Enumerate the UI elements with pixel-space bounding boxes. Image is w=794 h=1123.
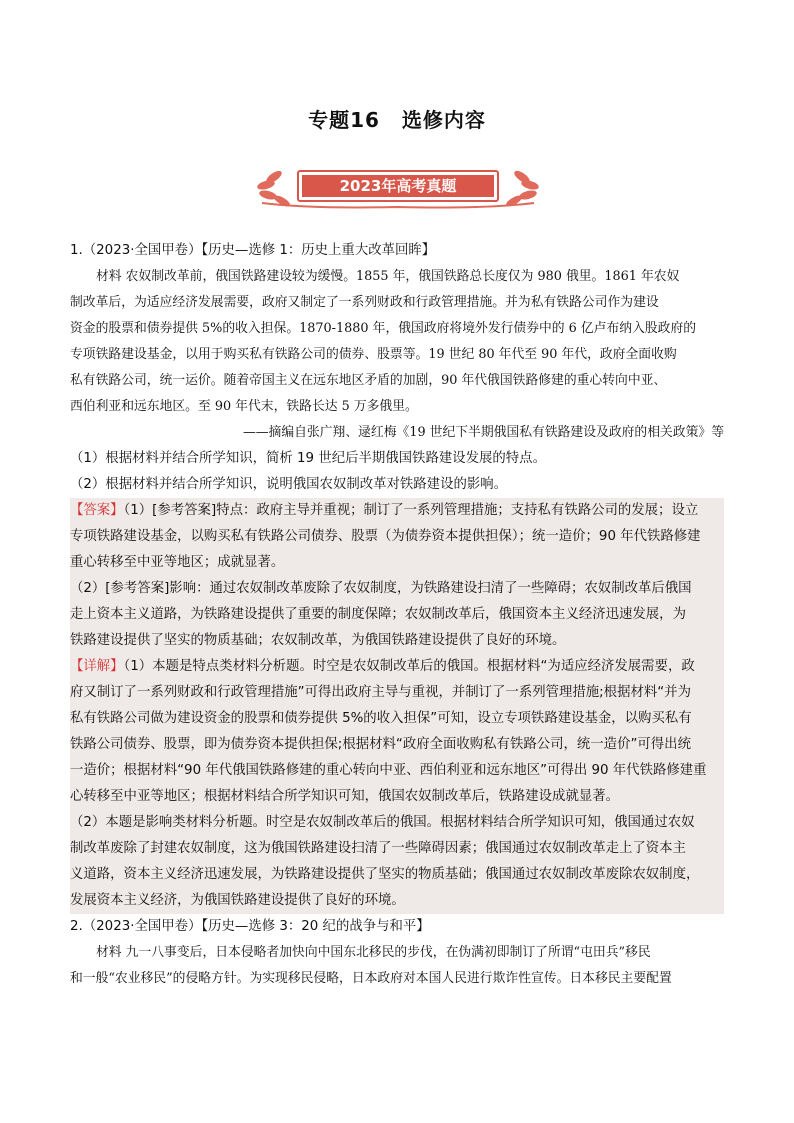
sub-question: （2）根据材料并结合所学知识，说明俄国农奴制改革对铁路建设的影响。 — [70, 477, 508, 492]
material-line: 制改革后，为适应经济发展需要，政府又制定了一系列财政和行政管理措施。并为私有铁路公司作为建设 — [70, 295, 659, 310]
detail-line: 发展资本主义经济，为俄国铁路建设提供了良好的环境。 — [70, 893, 405, 908]
question-2-header: 2.（2023·全国甲卷）【历史—选修 3：20 纪的战争与和平】 — [70, 919, 430, 934]
answer-line: 重心转移至中亚等地区；成就显著。 — [70, 555, 285, 570]
detail-line: （1）本题是特点类材料分析题。时空是农奴制改革后的俄国。根据材料“为适应经济发展需要，政 — [123, 659, 695, 674]
answer-line: 专项铁路建设基金，以购买私有铁路公司债券、股票（为债券资本提供担保）；统一造价；90 年代铁路修建 — [70, 529, 701, 544]
material-line: 私有铁路公司，统一运价。随着帝国主义在远东地区矛盾的加剧，90 年代俄国铁路修建的重心转向中亚、 — [70, 373, 667, 388]
page-title — [0, 104, 794, 133]
material-line: 材料 九一八事变后，日本侵略者加快向中国东北移民的步伐，在伪满初即制订了所谓“屯田兵”移民 — [96, 945, 651, 960]
detail-line: 义道路，资本主义经济迅速发展，为铁路建设提供了坚实的物质基础；俄国通过农奴制改革废除农奴制度， — [70, 867, 700, 882]
section-banner — [252, 163, 544, 209]
material-line: 西伯利亚和远东地区。至 90 年代末，铁路长达 5 万多俄里。 — [70, 399, 418, 414]
answer-line: 铁路建设提供了坚实的物质基础；农奴制改革，为俄国铁路建设提供了良好的环境。 — [70, 633, 566, 648]
answer-line: （2）[参考答案]影响：通过农奴制改革废除了农奴制度，为铁路建设扫清了一些障碍；农奴制改革后俄国 — [70, 581, 692, 596]
detail-line: 心转移至中亚等地区；根据材料结合所学知识可知，俄国农奴制改革后，铁路建设成就显著。 — [70, 789, 620, 804]
answer-label: 【答案】 — [70, 503, 124, 518]
material-line: 资金的股票和债券提供 5%的收入担保。1870-1880 年，俄国政府将境外发行债券中的 6 亿卢布纳入股政府的 — [70, 321, 697, 336]
detail-line: 一造价；根据材料“90 年代俄国铁路修建的重心转向中亚、西伯利亚和远东地区”可得出 90 年代铁路修建重 — [70, 763, 707, 778]
material-source: ——摘编自张广翔、逯红梅《19 世纪下半期俄国私有铁路建设及政府的相关政策》等 — [242, 425, 724, 440]
document-body — [70, 238, 724, 992]
detail-line: 私有铁路公司做为建设资金的股票和债券提供 5%的收入担保”可知，设立专项铁路建设基金，以购买私有 — [70, 711, 692, 726]
material-line: 和一般“农业移民”的侵略方针。为实现移民侵略，日本政府对本国人民进行欺诈性宣传。日本移民主要配置 — [70, 971, 672, 986]
sub-question: （1）根据材料并结合所学知识，简析 19 世纪后半期俄国铁路建设发展的特点。 — [70, 451, 546, 466]
answer-line: 走上资本主义道路，为铁路建设提供了重要的制度保障；农奴制改革后，俄国资本主义经济迅速发展，为 — [70, 607, 686, 622]
detail-line: 铁路公司债券、股票，即为债券资本提供担保;根据材料“政府全面收购私有铁路公司，统一造价”可得出统 — [70, 737, 691, 752]
topic-number: 专题16 — [308, 108, 380, 132]
banner-frame — [297, 170, 499, 202]
answer-line: （1）[参考答案]特点：政府主导并重视；制订了一系列管理措施；支持私有铁路公司的发展；设立 — [123, 503, 699, 518]
topic-name: 选修内容 — [401, 108, 486, 132]
material-line: 材料 农奴制改革前，俄国铁路建设较为缓慢。1855 年，俄国铁路总长度仅为 980 俄里。1861 年农奴 — [96, 269, 680, 284]
answer-block — [70, 498, 724, 914]
detail-label: 【详解】 — [70, 659, 124, 674]
banner-label: 2023年高考真题 — [302, 175, 494, 197]
material-line: 专项铁路建设基金，以用于购买私有铁路公司的债券、股票等。19 世纪 80 年代至 90 年代，政府全面收购 — [70, 347, 677, 362]
question-1-header: 1.（2023·全国甲卷）【历史—选修 1：历史上重大改革回眸】 — [70, 243, 436, 258]
detail-line: 府又制订了一系列财政和行政管理措施”可得出政府主导与重视，并制订了一系列管理措施;根据材料“并为 — [70, 685, 691, 700]
detail-line: 制改革废除了封建农奴制度，这为俄国铁路建设扫清了一些障碍因素；俄国通过农奴制改革走上了资本主 — [70, 841, 686, 856]
detail-line: （2）本题是影响类材料分析题。时空是农奴制改革后的俄国。根据材料结合所学知识可知，俄国通过农奴 — [70, 815, 695, 830]
